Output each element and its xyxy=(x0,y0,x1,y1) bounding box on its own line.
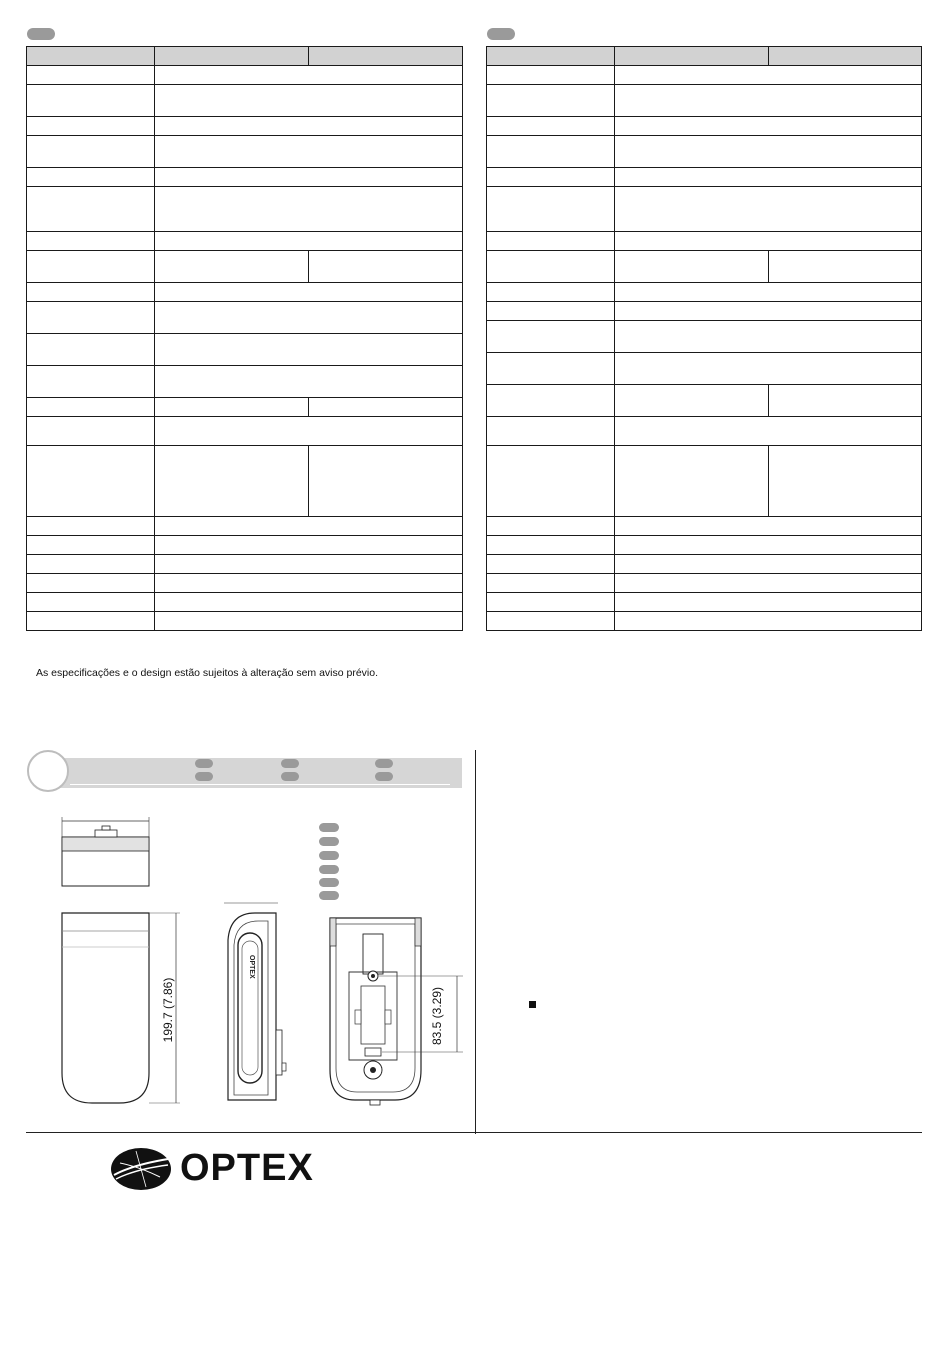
mount-dimension-label: 83.5 (3.29) xyxy=(430,986,444,1046)
column-divider xyxy=(475,750,476,1134)
height-dimension-label: 199.7 (7.86) xyxy=(161,977,175,1043)
language-badge xyxy=(195,759,213,768)
footer-divider xyxy=(26,1132,922,1133)
language-badge xyxy=(319,823,339,832)
language-badge xyxy=(319,891,339,900)
dimensions-section-bar xyxy=(46,758,462,788)
bullet-square-icon xyxy=(529,1001,536,1008)
language-badge-right xyxy=(487,28,515,40)
spec-table-right xyxy=(486,46,922,631)
language-badge xyxy=(195,772,213,781)
optex-logo-text: OPTEX xyxy=(180,1147,314,1189)
rear-view-drawing xyxy=(325,910,470,1110)
language-badge xyxy=(281,759,299,768)
language-badge xyxy=(319,851,339,860)
language-badge xyxy=(375,772,393,781)
spec-disclaimer: As especificações e o design estão sujeitos à alteração sem aviso prévio. xyxy=(36,667,379,679)
language-badge xyxy=(319,837,339,846)
language-badge xyxy=(319,878,339,887)
language-badge xyxy=(319,865,339,874)
spec-table-left xyxy=(26,46,463,631)
side-view-drawing xyxy=(220,895,295,1110)
section-number-circle xyxy=(27,750,69,792)
side-logo-text: OPTEX xyxy=(248,955,255,979)
top-view-drawing xyxy=(55,815,165,895)
language-badge xyxy=(375,759,393,768)
language-badge xyxy=(281,772,299,781)
language-badge-left xyxy=(27,28,55,40)
